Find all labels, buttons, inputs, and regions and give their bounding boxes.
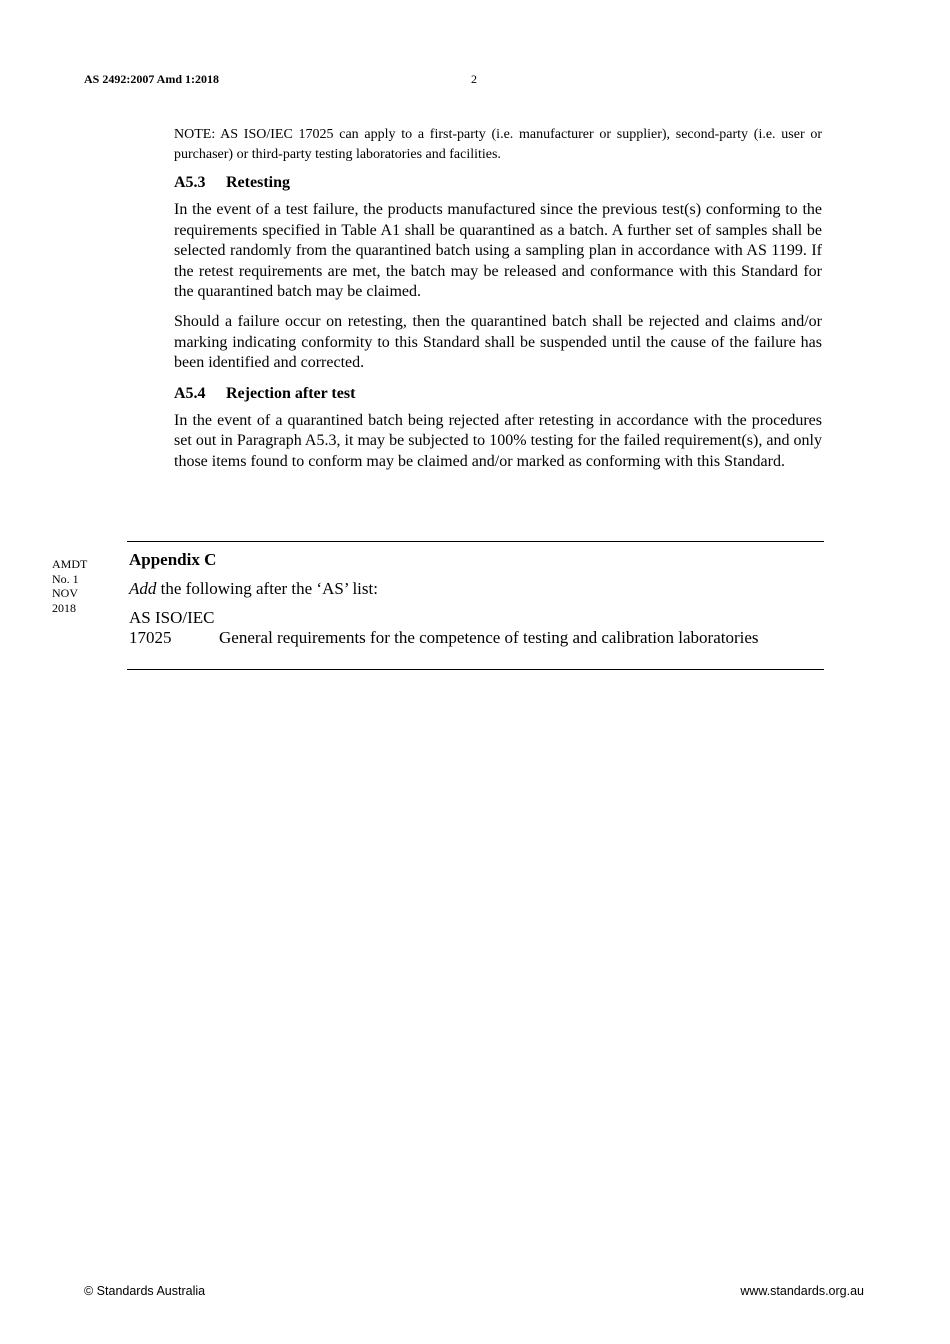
footer-copyright: © Standards Australia xyxy=(84,1284,206,1298)
amendment-number: No. 1 xyxy=(52,571,79,586)
paragraph: In the event of a quarantined batch being rejected after retesting in accordance with the procedures set out in Paragraph A5.3, it may be subjected to 100% testing for the failed requirement(s), and only those items found to conform may be claimed and/or marked as conforming with this Standard. xyxy=(174,411,822,470)
section-title: Rejection after test xyxy=(226,384,356,402)
appendix-instruction xyxy=(129,578,824,600)
note-paragraph: NOTE: AS ISO/IEC 17025 can apply to a first-party (i.e. manufacturer or supplier), second-party (i.e. user or purchaser) or third-party testing laboratories and facilities. xyxy=(174,127,822,162)
instruction-text: the following after the ‘AS’ list: xyxy=(156,579,378,598)
section-heading-a5-3 xyxy=(174,172,822,194)
section-heading-a5-4 xyxy=(174,383,822,405)
reference-prefix: AS ISO/IEC xyxy=(129,608,215,627)
amendment-label: AMDT xyxy=(52,557,88,571)
amendment-year: 2018 xyxy=(52,600,76,615)
page-number: 2 xyxy=(471,72,477,86)
footer-website: www.standards.org.au xyxy=(740,1284,864,1298)
section-number: A5.4 xyxy=(174,384,206,402)
reference-entry xyxy=(129,628,824,648)
instruction-verb: Add xyxy=(129,579,157,598)
appendix-amendment xyxy=(129,549,824,648)
divider-top xyxy=(127,541,824,542)
section-title: Retesting xyxy=(226,174,290,191)
document-id: AS 2492:2007 Amd 1:2018 xyxy=(84,72,220,86)
paragraph: In the event of a test failure, the products manufactured since the previous test(s) conforming to the requirements specified in Table A1 shall be quarantined as a batch. A further set of samples shall be selected randomly from the quarantined batch using a sampling plan in accordance with AS 1199. If the retest requirements are met, the batch may be released and conformance with this Standard for the quarantined batch may be claimed. xyxy=(174,201,822,301)
amendment-month: NOV xyxy=(52,586,78,600)
paragraph: Should a failure occur on retesting, then the quarantined batch shall be rejected and claims and/or marking indicating conformity to this Standard shall be suspended until the cause of the failure has been identified and corrected. xyxy=(174,312,822,372)
reference-title: General requirements for the competence of testing and calibration laboratories xyxy=(219,628,759,647)
section-number: A5.3 xyxy=(174,174,206,191)
amendment-marker xyxy=(52,557,87,615)
divider-bottom xyxy=(127,669,824,670)
appendix-title: Appendix C xyxy=(129,550,217,569)
body-content xyxy=(174,125,822,482)
reference-code: 17025 xyxy=(129,628,172,647)
